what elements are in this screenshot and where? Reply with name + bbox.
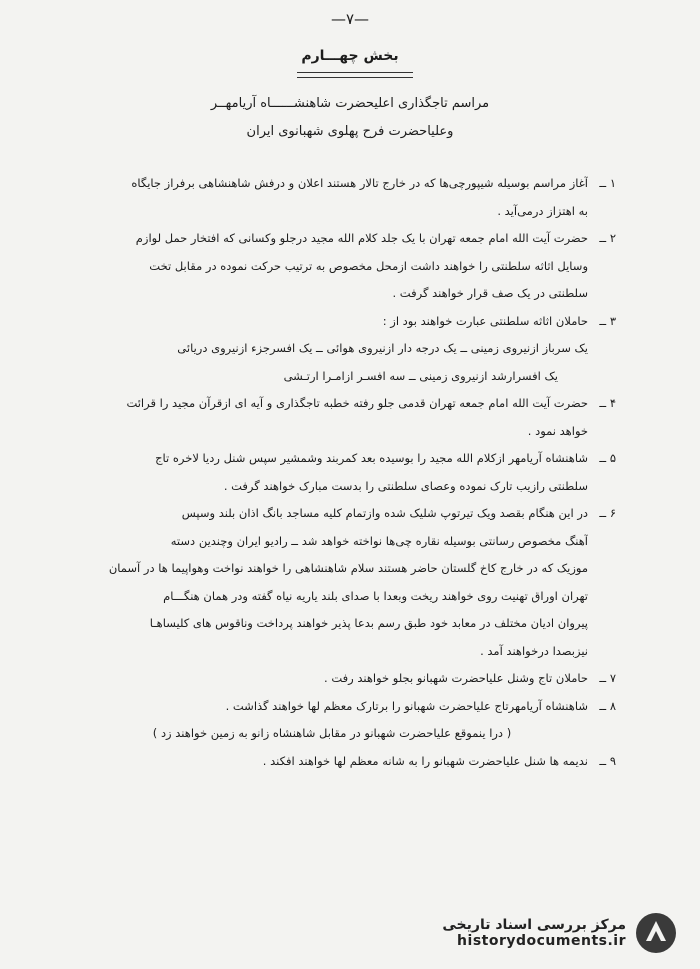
item-line: سلطنتی رازیب تارک نموده وعصای سلطنتی را بدست مبارک خواهند گرفت . xyxy=(223,478,588,493)
item-number: ۵ ــ xyxy=(599,451,616,465)
item-line: نیزبصدا درخواهند آمد . xyxy=(480,643,588,658)
item-line: تهران اوراق تهنیت روی خواهند ریخت وبعدا با صدای بلند یاریه نیاه گفته ودر همان هنگـــام xyxy=(163,588,588,603)
watermark-org-name: مرکز بررسی اسناد تاریخی xyxy=(442,917,626,933)
item-number: ۴ ــ xyxy=(599,396,616,410)
item-text xyxy=(76,693,588,748)
item-line: سلطنتی در یک صف قرار خواهند گرفت . xyxy=(392,286,588,300)
section-title-underline xyxy=(297,72,413,78)
item-text xyxy=(76,748,588,776)
item-line: وسایل اثاثه سلطنتی را خواهند داشت ازمحل مخصوص به ترتیب حرکت نموده در مقابل تخت xyxy=(149,258,588,273)
item-number: ۷ ــ xyxy=(599,671,616,685)
section-title: بخش چهـــارم xyxy=(301,48,399,64)
list-item-8 xyxy=(76,693,616,748)
list-item-7 xyxy=(76,665,616,693)
item-line: ندیمه ها شنل علیاحضرت شهبانو را به شانه معظم لها خواهند افکند . xyxy=(262,753,588,768)
list-item-6 xyxy=(76,500,616,665)
watermark-url: historydocuments.ir xyxy=(457,933,626,949)
item-line: یک افسرارشد ازنیروی زمینی ــ سه افسـر ازامـرا ارتـشی xyxy=(283,368,558,383)
item-line: در این هنگام بقصد ویک تیرتوپ شلیک شده وازتمام کلیه مساجد بانگ اذان بلند وسپس xyxy=(181,506,588,520)
list-item-4 xyxy=(76,390,616,445)
item-number: ۳ ــ xyxy=(599,313,616,328)
item-line: شاهنشاه آریامهرتاج علیاحضرت شهبانو را برتارک معظم لها خواهند گذاشت . xyxy=(225,698,588,713)
document-subtitle-line-2: وعلیاحضرت فرح پهلوی شهبانوی ایران xyxy=(246,124,454,139)
document-subtitle-line-1: مراسم تاجگذاری اعلیحضرت شاهنشــــــاه آریامهــر xyxy=(210,96,490,111)
item-text xyxy=(76,170,588,225)
item-line: حاملان تاج وشنل علیاحضرت شهبانو بجلو خواهند رفت . xyxy=(324,671,588,685)
item-number: ۸ ــ xyxy=(599,698,616,713)
history-documents-logo-icon xyxy=(634,911,678,955)
ceremony-items-list xyxy=(76,170,616,775)
item-text xyxy=(76,308,588,391)
item-text xyxy=(76,500,588,665)
list-item-2 xyxy=(76,225,616,308)
item-line: آغاز مراسم بوسیله شیپورچی‌ها که در خارج تالار هستند اعلان و درفش شاهنشاهی برفراز جایگاه xyxy=(131,176,588,190)
item-line: شاهنشاه آریامهر ازکلام الله مجید را بوسیده بعد کمربند وشمشیر سپس شنل ردیا لاخره تاج xyxy=(155,451,588,465)
item-note: ( درا ینموقع علیاحضرت شهبانو در مقابل شاهنشاه زانو به زمین خواهند زد ) xyxy=(152,726,512,740)
item-line: یک سرباز ازنیروی زمینی ــ یک درجه دار ازنیروی هوائی ــ یک افسرجزء ازنیروی دریائی xyxy=(177,341,588,355)
item-line: پیروان ادیان مختلف در معابد خود طبق رسم بدعا پذیر خواهند پرداخت وناقوس های کلیساهـا xyxy=(149,616,588,630)
item-text xyxy=(76,445,588,500)
item-line: حضرت آیت الله امام جمعه تهران با یک جلد کلام الله مجید درجلو وکسانی که افتخار حمل لوازم xyxy=(135,231,588,245)
item-line: آهنگ مخصوص رسانتی بوسیله نقاره چی‌ها نواخته خواهد شد ــ رادیو ایران وچندین دسته xyxy=(170,533,588,548)
item-line: حضرت آیت الله امام جمعه تهران قدمی جلو رفته خطبه تاجگذاری و آیه ای ازقرآن مجید را قرائت xyxy=(126,396,588,410)
item-line: موزیک که در خارج کاخ گلستان حاضر هستند سلام شاهنشاهی را خواهند نواخت وهواپیما ها در آسمان xyxy=(108,561,588,575)
watermark-text xyxy=(442,917,626,949)
item-text xyxy=(76,665,588,693)
item-text xyxy=(76,390,588,445)
watermark xyxy=(442,911,678,955)
item-number: ۱ ــ xyxy=(599,176,616,190)
list-item-1 xyxy=(76,170,616,225)
item-text xyxy=(76,225,588,308)
list-item-3 xyxy=(76,308,616,391)
item-line: حاملان اثاثه سلطنتی عبارت خواهند بود از : xyxy=(382,313,588,328)
item-line: خواهد نمود . xyxy=(527,423,588,438)
item-number: ۹ ــ xyxy=(599,753,616,768)
list-item-9 xyxy=(76,748,616,776)
page-number: —۷— xyxy=(330,10,370,28)
item-line: به اهتزاز درمی‌آید . xyxy=(497,203,588,218)
item-number: ۲ ــ xyxy=(599,231,616,245)
item-number: ۶ ــ xyxy=(599,506,616,520)
list-item-5 xyxy=(76,445,616,500)
